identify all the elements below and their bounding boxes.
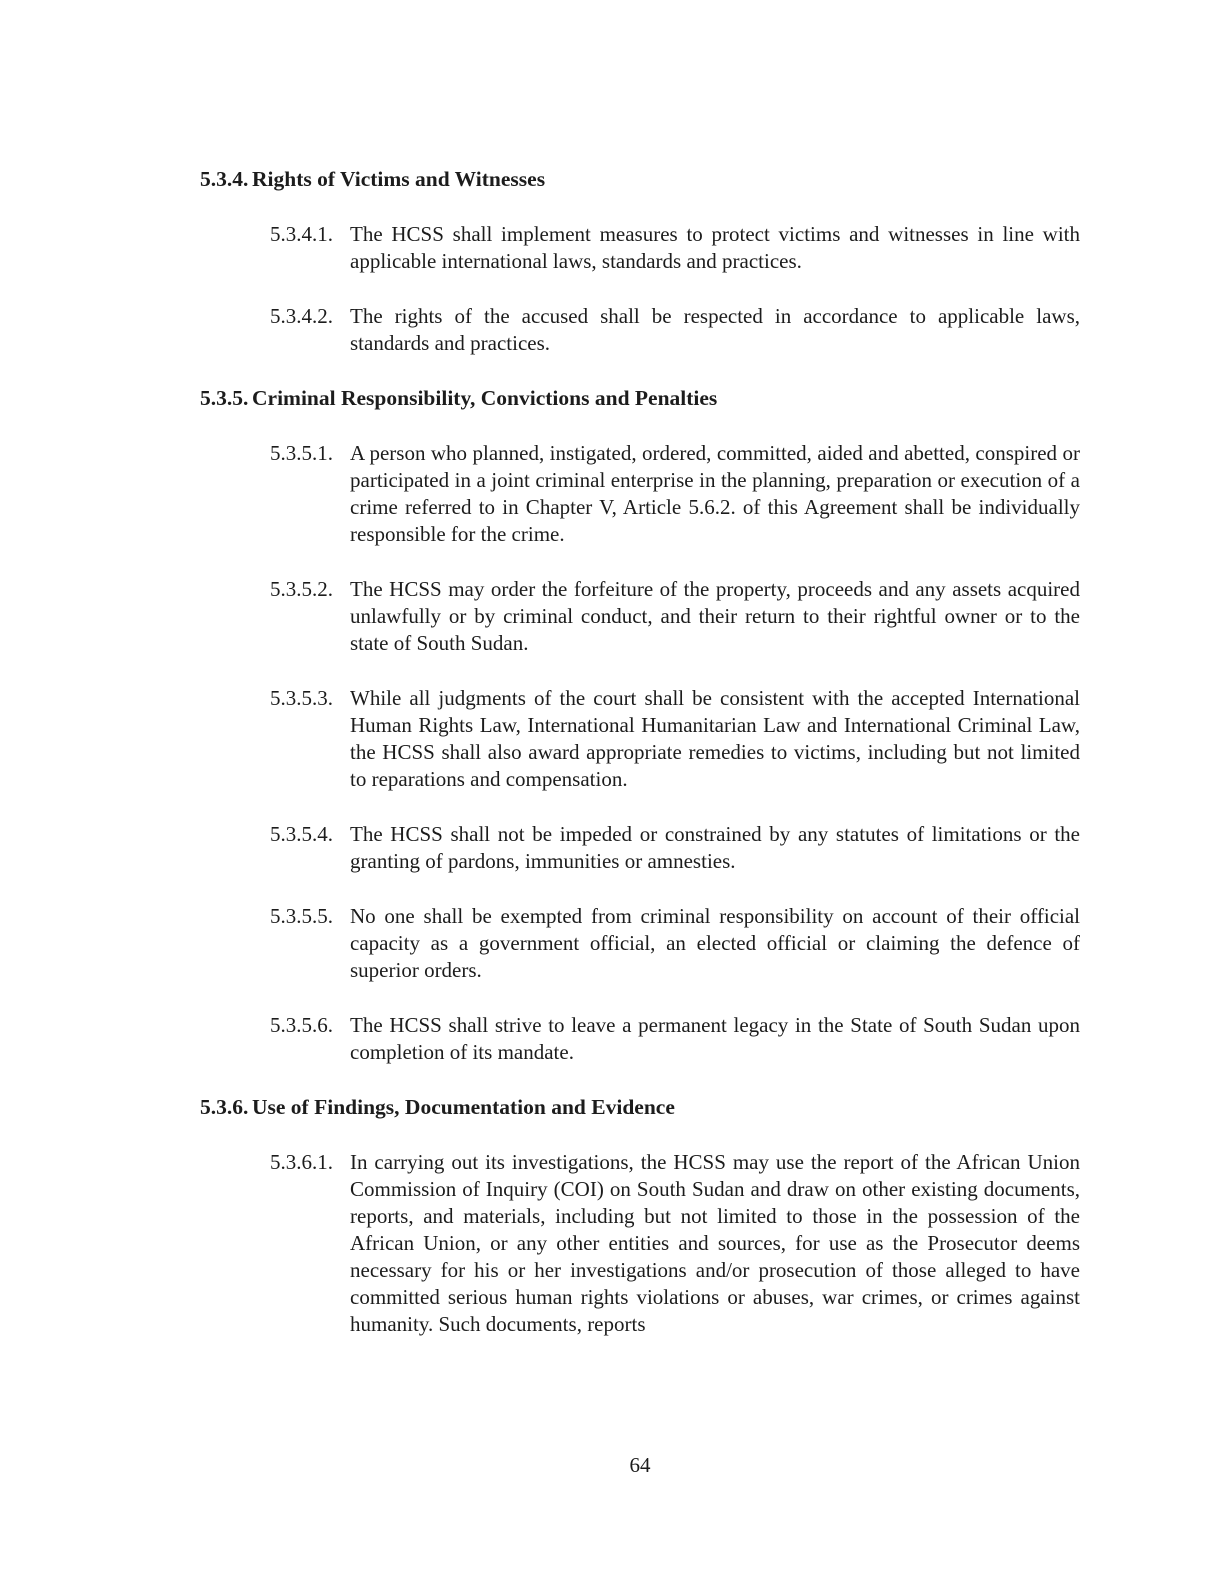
clause-5-3-5-6 [270, 1012, 1080, 1066]
clause-text: A person who planned, instigated, ordered, committed, aided and abetted, conspired or participated in a joint criminal enterprise in the planning, preparation or execution of a crime referred to in Chapter V, Article 5.6.2. of this Agreement shall be individually responsible for the crime. [350, 441, 1080, 546]
clause-number: 5.3.5.6. [270, 1013, 333, 1037]
section-title: Criminal Responsibility, Convictions and Penalties [252, 386, 718, 410]
clause-number: 5.3.5.1. [270, 441, 333, 465]
section-number: 5.3.4. [200, 167, 249, 191]
clause-5-3-4-1 [270, 221, 1080, 275]
page-number: 64 [629, 1453, 651, 1477]
clause-text: The HCSS shall not be impeded or constrained by any statutes of limitations or the granting of pardons, immunities or amnesties. [350, 822, 1080, 873]
section-heading-5-3-6 [200, 1094, 1080, 1121]
clause-5-3-5-5 [270, 903, 1080, 984]
section-title: Rights of Victims and Witnesses [252, 167, 546, 191]
clause-number: 5.3.5.2. [270, 577, 333, 601]
clause-text: The rights of the accused shall be respected in accordance to applicable laws, standards and practices. [350, 304, 1080, 355]
clause-5-3-5-2 [270, 576, 1080, 657]
clause-text: No one shall be exempted from criminal responsibility on account of their official capacity as a government official, an elected official or claiming the defence of superior orders. [350, 904, 1080, 982]
section-number: 5.3.5. [200, 386, 249, 410]
document-content [200, 163, 1080, 1366]
clause-text: In carrying out its investigations, the HCSS may use the report of the African Union Commission of Inquiry (COI) on South Sudan and draw on other existing documents, reports, and materials, including but not limited to those in the possession of the African Union, or any other entities and sources, for use as the Prosecutor deems necessary for his or her investigations and/or prosecution of those alleged to have committed serious human rights violations or abuses, war crimes, or crimes against humanity. Such documents, reports [350, 1150, 1080, 1336]
clause-number: 5.3.5.3. [270, 686, 333, 710]
clause-number: 5.3.4.1. [270, 222, 333, 246]
clause-text: The HCSS may order the forfeiture of the property, proceeds and any assets acquired unlawfully or by criminal conduct, and their return to their rightful owner or to the state of South Sudan. [350, 577, 1080, 655]
clause-text: While all judgments of the court shall be consistent with the accepted International Human Rights Law, International Humanitarian Law and International Criminal Law, the HCSS shall also award appropriate remedies to victims, including but not limited to reparations and compensation. [350, 686, 1080, 791]
section-title: Use of Findings, Documentation and Evidence [252, 1095, 675, 1119]
clause-5-3-5-4 [270, 821, 1080, 875]
clause-text: The HCSS shall implement measures to protect victims and witnesses in line with applicable international laws, standards and practices. [350, 222, 1080, 273]
section-heading-5-3-5 [200, 385, 1080, 412]
clause-number: 5.3.5.4. [270, 822, 333, 846]
clause-number: 5.3.6.1. [270, 1150, 333, 1174]
clause-5-3-6-1 [270, 1149, 1080, 1338]
clause-number: 5.3.4.2. [270, 304, 333, 328]
clause-5-3-4-2 [270, 303, 1080, 357]
section-heading-5-3-4 [200, 166, 1080, 193]
clause-5-3-5-1 [270, 440, 1080, 548]
section-number: 5.3.6. [200, 1095, 249, 1119]
clause-5-3-5-3 [270, 685, 1080, 793]
clause-text: The HCSS shall strive to leave a permanent legacy in the State of South Sudan upon completion of its mandate. [350, 1013, 1080, 1064]
clause-number: 5.3.5.5. [270, 904, 333, 928]
